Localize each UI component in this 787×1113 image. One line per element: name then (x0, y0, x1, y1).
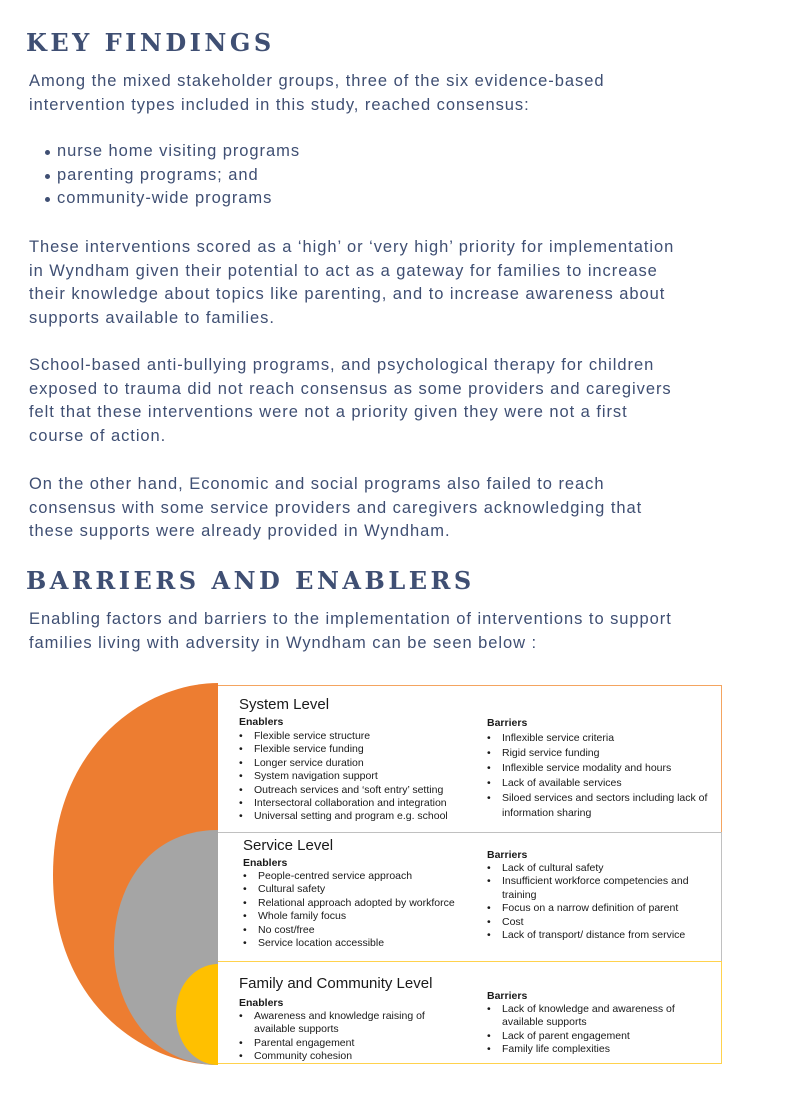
list-item: • Lack of knowledge and awareness of available supports (487, 1003, 702, 1030)
family-barriers-list (487, 1003, 702, 1057)
list-item: • Flexible service structure (239, 730, 448, 743)
intro-line: intervention types included in this study, reached consensus: (29, 95, 530, 114)
paragraph-line: On the other hand, Economic and social programs also failed to reach (29, 475, 605, 493)
family-enablers-list (239, 1010, 449, 1064)
barriers-enablers-intro (29, 608, 749, 655)
paragraph-line: these supports were already provided in Wyndham. (29, 522, 451, 541)
list-item: • Rigid service funding (487, 746, 712, 761)
paragraph-line: supports available to families. (29, 308, 275, 327)
service-level-box (218, 832, 722, 962)
list-item: • Family life complexities (487, 1043, 702, 1056)
list-item: • Universal setting and program e.g. school (239, 810, 448, 823)
paragraph-priority (29, 236, 749, 330)
list-item: • Outreach services and ‘soft entry’ setting (239, 784, 448, 797)
consensus-list (29, 140, 300, 211)
list-item: • Flexible service funding (239, 743, 448, 756)
list-item: • Inflexible service modality and hours (487, 761, 712, 776)
key-findings-heading: KEY FINDINGS (26, 28, 275, 57)
service-enablers-label: Enablers (243, 857, 288, 869)
list-item: • Parental engagement (239, 1037, 449, 1050)
paragraph-line: course of action. (29, 426, 167, 445)
service-barriers-label: Barriers (487, 849, 528, 861)
system-barriers-label: Barriers (487, 717, 528, 729)
paragraph-no-consensus (29, 354, 749, 448)
list-item: • Longer service duration (239, 757, 448, 770)
list-item: • Community cohesion (239, 1050, 449, 1063)
list-item: • Relational approach adopted by workforce (243, 897, 455, 910)
list-item: • Lack of available services (487, 776, 712, 791)
list-item: • Lack of transport/ distance from service (487, 929, 715, 942)
list-item: • Cost (487, 916, 715, 929)
paragraph-line: These interventions scored as a ‘high’ or ‘very high’ priority for implementation (29, 238, 675, 256)
list-item: • System navigation support (239, 770, 448, 783)
family-level-title: Family and Community Level (239, 975, 433, 992)
paragraph-line: School-based anti-bullying programs, and psychological therapy for children (29, 356, 655, 374)
list-item: • Awareness and knowledge raising of available supports (239, 1010, 449, 1037)
family-level-box (218, 961, 722, 1064)
barriers-enablers-heading: BARRIERS AND ENABLERS (26, 566, 475, 595)
system-enablers-list (239, 730, 448, 824)
service-enablers-list (243, 870, 455, 950)
intro-line: Among the mixed stakeholder groups, three of the six evidence-based (29, 72, 605, 90)
list-item: • Cultural safety (243, 883, 455, 896)
paragraph-line: consensus with some service providers and caregivers acknowledging that (29, 498, 643, 517)
paragraph-line: their knowledge about topics like parenting, and to increase awareness about (29, 285, 666, 304)
list-item: • Insufficient workforce competencies and training (487, 875, 715, 902)
service-level-title: Service Level (243, 837, 334, 854)
list-item: • Lack of parent engagement (487, 1030, 702, 1043)
system-level-title: System Level (239, 696, 330, 713)
intro-line: families living with adversity in Wyndham can be seen below : (29, 633, 538, 652)
list-item: • Lack of cultural safety (487, 862, 715, 875)
paragraph-economic (29, 473, 749, 544)
list-item: • Focus on a narrow definition of parent (487, 902, 715, 915)
list-item: • No cost/free (243, 924, 455, 937)
family-enablers-label: Enablers (239, 997, 284, 1009)
system-barriers-list (487, 731, 712, 821)
system-level-box (218, 685, 722, 833)
service-barriers-list (487, 862, 715, 942)
list-item: parenting programs; and (29, 164, 300, 188)
list-item: • Siloed services and sectors including lack of information sharing (487, 791, 712, 821)
list-item: nurse home visiting programs (29, 140, 300, 164)
family-barriers-label: Barriers (487, 990, 528, 1002)
paragraph-line: felt that these interventions were not a priority given they were not a first (29, 403, 628, 422)
key-findings-intro (29, 70, 749, 117)
paragraph-line: exposed to trauma did not reach consensus as some providers and caregivers (29, 379, 672, 398)
list-item: • Service location accessible (243, 937, 455, 950)
list-item: community-wide programs (29, 187, 300, 211)
list-item: • Intersectoral collaboration and integration (239, 797, 448, 810)
list-item: • People-centred service approach (243, 870, 455, 883)
intro-line: Enabling factors and barriers to the implementation of interventions to support (29, 610, 672, 628)
list-item: • Inflexible service criteria (487, 731, 712, 746)
barriers-enablers-diagram (50, 680, 730, 1070)
list-item: • Whole family focus (243, 910, 455, 923)
system-enablers-label: Enablers (239, 716, 284, 728)
paragraph-line: in Wyndham given their potential to act as a gateway for families to increase (29, 261, 658, 280)
